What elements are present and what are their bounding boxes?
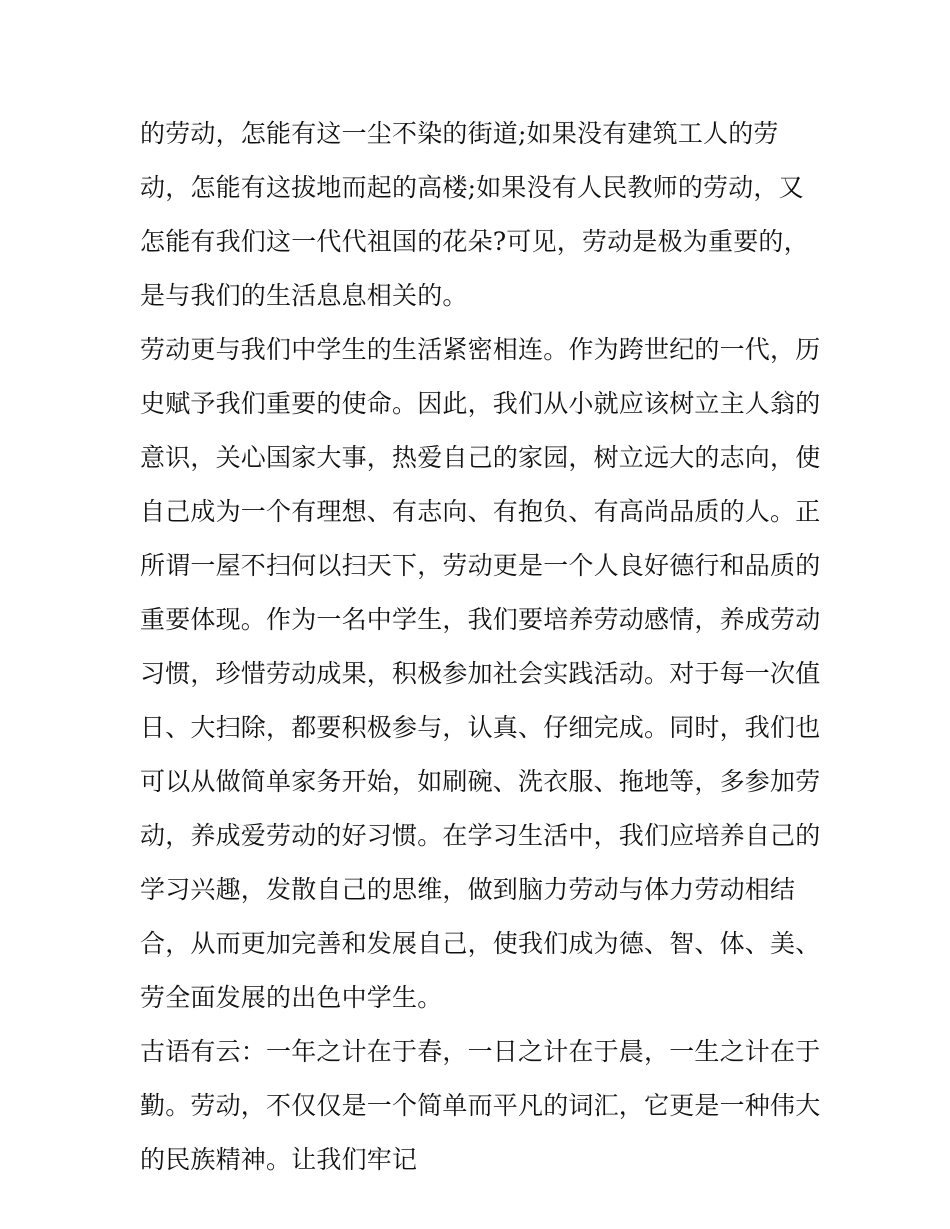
text-line: 合，从而更加完善和发展自己，使我们成为德、智、体、美、 xyxy=(140,929,821,958)
text-line: 意识，关心国家大事，热爱自己的家园，树立远大的志向，使 xyxy=(140,443,821,472)
text-line: 动，怎能有这拔地而起的高楼;如果没有人民教师的劳动，又 xyxy=(140,173,804,202)
text-line: 可以从做简单家务开始，如刷碗、洗衣服、拖地等，多参加劳 xyxy=(140,767,821,796)
text-line: 学习兴趣，发散自己的思维，做到脑力劳动与体力劳动相结 xyxy=(140,875,796,904)
text-line: 自己成为一个有理想、有志向、有抱负、有高尚品质的人。正 xyxy=(140,497,821,526)
text-line: 日、大扫除，都要积极参与，认真、仔细完成。同时，我们也 xyxy=(140,713,821,742)
text-line: 勤。劳动，不仅仅是一个简单而平凡的词汇，它更是一种伟大 xyxy=(140,1091,821,1120)
text-line: 的民族精神。让我们牢记 xyxy=(140,1145,418,1174)
text-line: 劳全面发展的出色中学生。 xyxy=(140,983,443,1012)
text-line: 的劳动，怎能有这一尘不染的街道;如果没有建筑工人的劳 xyxy=(140,119,779,148)
text-line: 重要体现。作为一名中学生，我们要培养劳动感情，养成劳动 xyxy=(140,605,821,634)
text-line: 所谓一屋不扫何以扫天下，劳动更是一个人良好德行和品质的 xyxy=(140,551,821,580)
body-text xyxy=(140,107,830,1187)
text-line: 史赋予我们重要的使命。因此，我们从小就应该树立主人翁的 xyxy=(140,389,821,418)
text-line: 古语有云：一年之计在于春，一日之计在于晨，一生之计在于 xyxy=(140,1037,821,1066)
text-line: 是与我们的生活息息相关的。 xyxy=(140,281,468,310)
text-line: 动，养成爱劳动的好习惯。在学习生活中，我们应培养自己的 xyxy=(140,821,821,850)
text-line: 怎能有我们这一代代祖国的花朵?可见，劳动是极为重要的， xyxy=(140,227,809,256)
text-line: 习惯，珍惜劳动成果，积极参加社会实践活动。对于每一次值 xyxy=(140,659,821,688)
text-line: 劳动更与我们中学生的生活紧密相连。作为跨世纪的一代，历 xyxy=(140,335,821,364)
